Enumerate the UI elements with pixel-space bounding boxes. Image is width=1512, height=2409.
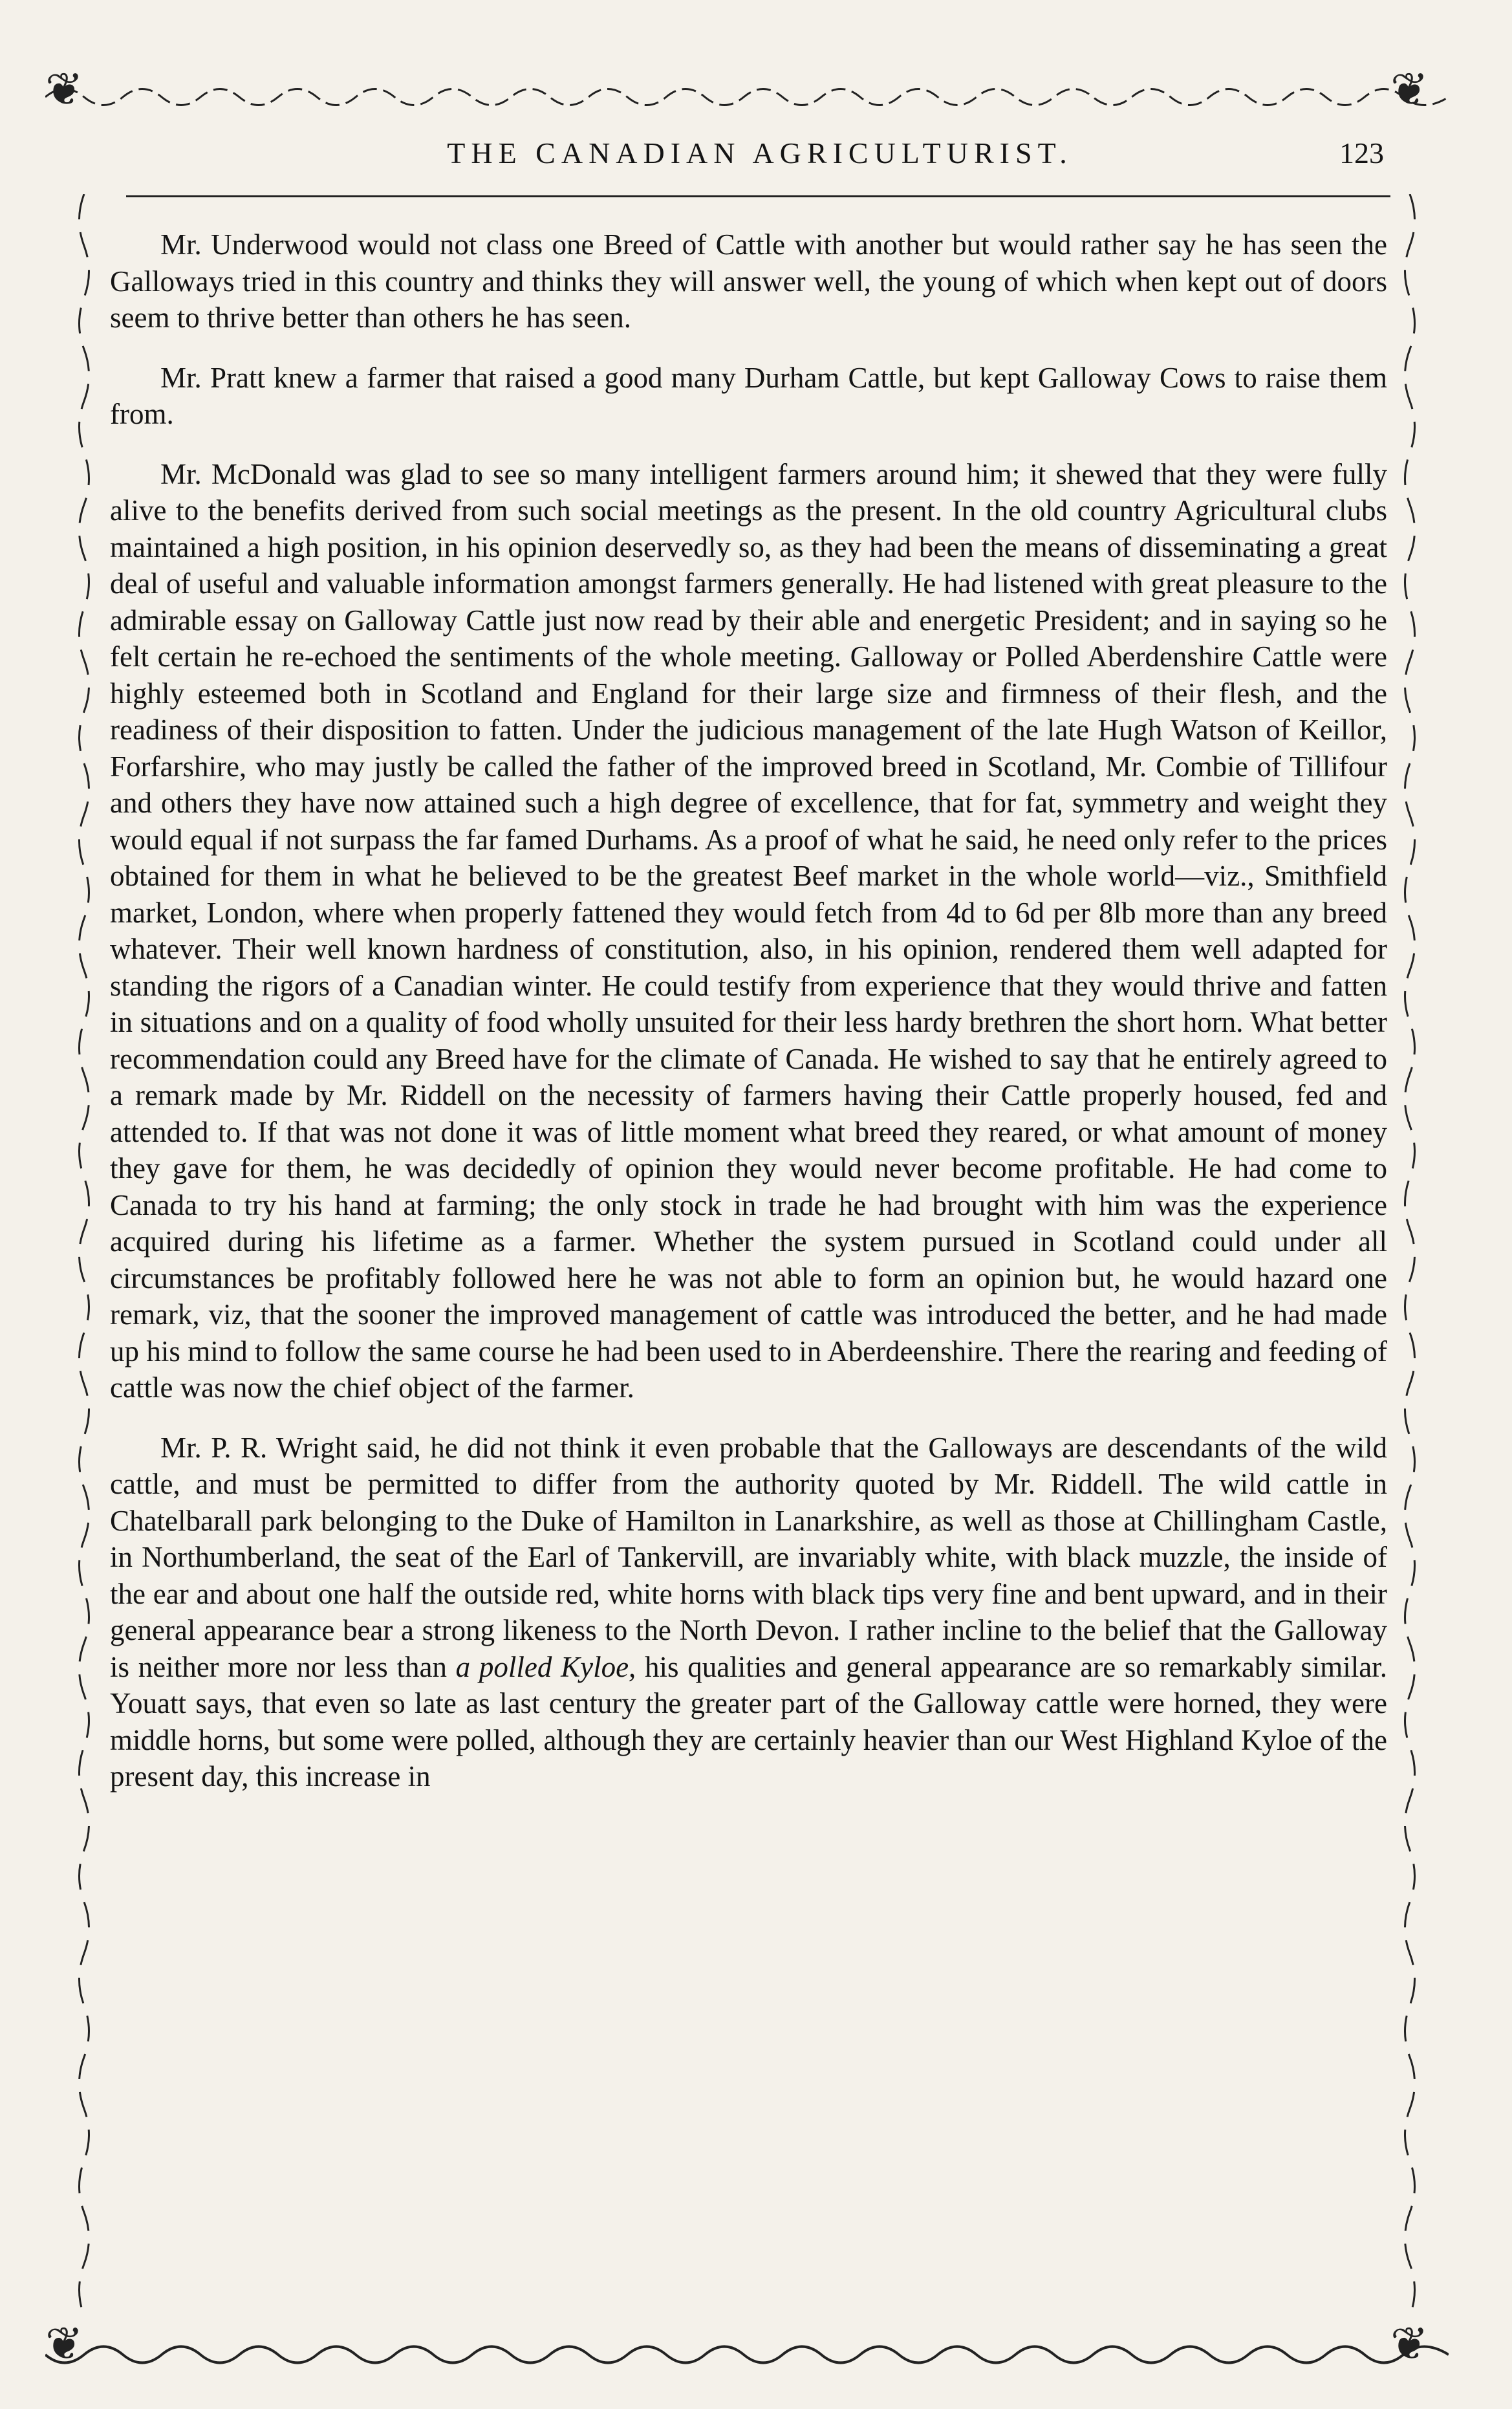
paragraph-wright-text-1: Mr. P. R. Wright said, he did not think it even probable that the Galloways are descendants of the wild cattle, and must be permitted to differ from the authority quoted by Mr. Riddell. The wild cattle in Chatelbarall park belonging to the Duke of Hamilton in Lanarkshire, as well as those at Chillingham Castle, in Northumberland, the seat of the Earl of Tankervill, are invariably white, with black muzzle, the inside of the ear and about one half the outside red, white horns with black tips very fine and bent upward, and in their general appearance bear a strong likeness to the North Devon. I rather incline to the belief that the Galloway is neither more nor less than [110, 1431, 1387, 1683]
header-rule [126, 195, 1390, 197]
left-vine-border-icon [71, 194, 97, 2316]
bottom-vine-border-icon [45, 2335, 1449, 2374]
paragraph-underwood: Mr. Underwood would not class one Breed of Cattle with another but would rather say he has seen the Galloways tried in this country and thinks they will answer well, the young of which when kept out of doors seem to thrive better than others he has seen. [110, 228, 1387, 334]
top-right-floral-corner-icon: ❦ [1390, 65, 1429, 115]
article-body [110, 226, 1387, 1818]
journal-title: THE CANADIAN AGRICULTURIST. [447, 136, 1073, 169]
top-vine-border-icon [45, 78, 1449, 116]
bottom-right-floral-corner-icon: ❦ [1390, 2320, 1429, 2370]
paragraph-wright [110, 1430, 1387, 1795]
paragraph-wright-text-2: his qualities and general appearance are so remarkably similar. Youatt says, that even so late as last century the greater part of the Galloway cattle were horned, they were middle horns, but some were polled, although they are certainly heavier than our West Highland Kyloe of the present day, this increase in [110, 1650, 1387, 1793]
bottom-left-floral-corner-icon: ❦ [45, 2320, 83, 2370]
running-head [136, 136, 1384, 181]
paragraph-mcdonald: Mr. McDonald was glad to see so many intelligent farmers around him; it shewed that they were fully alive to the benefits derived from such social meetings as the present. In the old country Agricultural clubs maintained a high position, in his opinion deservedly so, as they had been the means of disseminating a great deal of useful and valuable information amongst farmers generally. He had listened with great pleasure to the admirable essay on Galloway Cattle just now read by their able and energetic President; and in saying so he felt certain he re-echoed the sentiments of the whole meeting. Galloway or Polled Aberdenshire Cattle were highly esteemed both in Scotland and England for their large size and firmness of their flesh, and the readiness of their disposition to fatten. Under the judicious management of the late Hugh Watson of Keillor, Forfarshire, who may justly be called the father of the improved breed in Scotland, Mr. Combie of Tillifour and others they have now attained such a high degree of excellence, that for fat, symmetry and weight they would equal if not surpass the far famed Durhams. As a proof of what he said, he need only refer to the prices obtained for them in what he believed to be the greatest Beef market in the whole world—viz., Smithfield market, London, where when properly fattened they would fetch from 4d to 6d per 8lb more than any breed whatever. Their well known hardness of constitution, also, in his opinion, rendered them well adapted for standing the rigors of a Canadian winter. He could testify from experience that they would thrive and fatten in situations and on a quality of food wholly unsuited for their less hardy brethren the short horn. What better recommendation could any Breed have for the climate of Canada. He wished to say that he entirely agreed to a remark made by Mr. Riddell on the necessity of farmers having their Cattle properly housed, fed and attended to. If that was not done it was of little moment what breed they reared, or what amount of money they gave for them, he was decidedly of opinion they would never become profitable. He had come to Canada to try his hand at farming; the only stock in trade he had brought with him was the experience acquired during his lifetime as a farmer. Whether the system pursued in Scotland could under all circumstances be profitably followed here he was not able to form an opinion but, he would hazard one remark, viz, that the sooner the improved management of cattle was introduced the better, and he had made up his mind to follow the same course he had been used to in Aberdeenshire. There the rearing and feeding of cattle was now the chief object of the farmer. [110, 457, 1387, 1404]
page-number: 123 [1339, 136, 1384, 169]
italic-phrase: a polled Kyloe, [455, 1650, 636, 1683]
right-vine-border-icon [1397, 194, 1423, 2316]
paragraph-pratt: Mr. Pratt knew a farmer that raised a good many Durham Cattle, but kept Galloway Cows to raise them from. [110, 361, 1387, 430]
top-left-floral-corner-icon: ❦ [45, 65, 83, 115]
